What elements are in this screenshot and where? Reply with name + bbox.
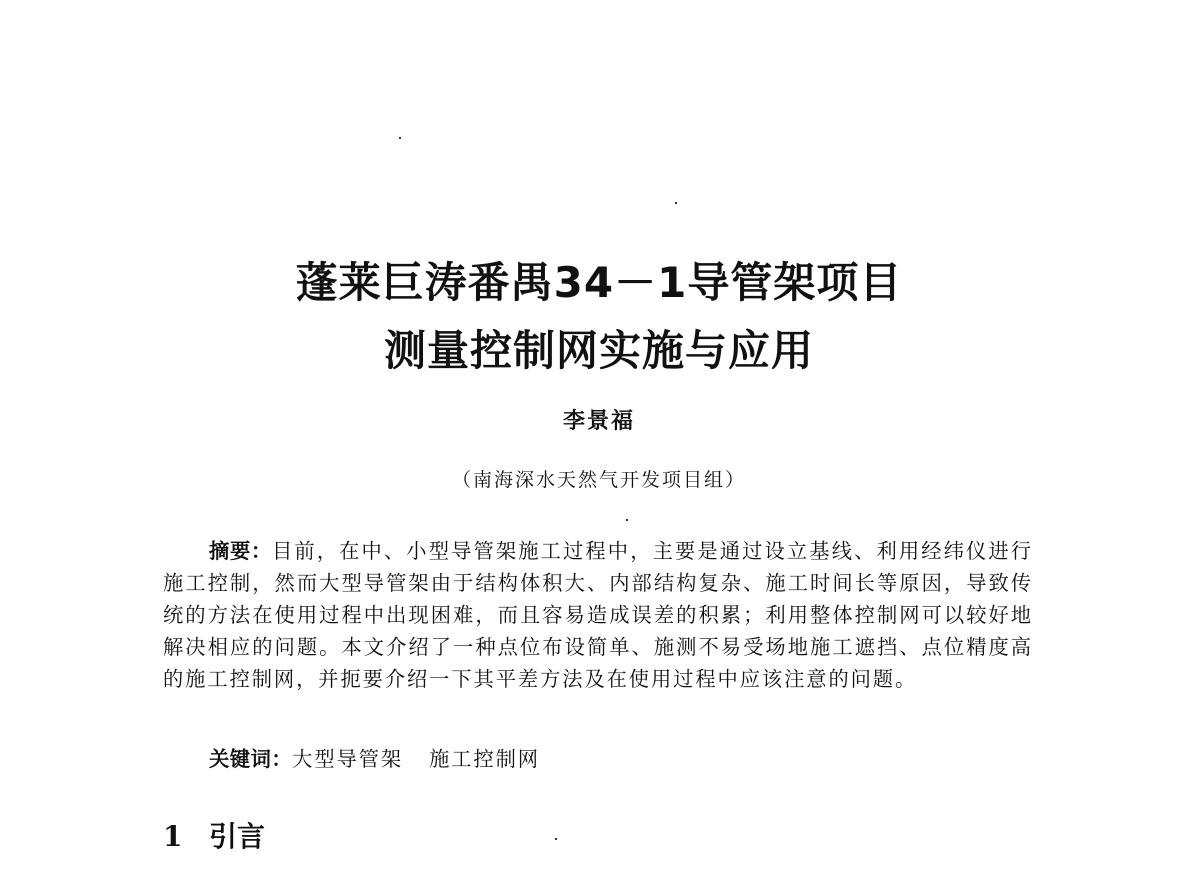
section-title: 引言	[209, 820, 266, 853]
section-number: 1	[163, 820, 183, 853]
scan-speck	[555, 838, 557, 840]
keywords-label: 关键词：	[209, 747, 293, 771]
scan-speck	[675, 202, 677, 204]
keywords-line	[209, 743, 540, 772]
author-affiliation: （南海深水天然气开发项目组）	[451, 469, 746, 491]
abstract-text: 目前，在中、小型导管架施工过程中，主要是通过设立基线、利用经纬仪进行施工控制，然而大型导管架由于结构体积大、内部结构复杂、施工时间长等原因，导致传统的方法在使用过程中出现困难，而且容易造成误差的积累；利用整体控制网可以较好地解决相应的问题。本文介绍了一种点位布设简单、施测不易受场地施工遮挡、点位精度高的施工控制网，并扼要介绍一下其平差方法及在使用过程中应该注意的问题。	[163, 539, 1033, 691]
keyword: 施工控制网	[429, 747, 540, 771]
paper-title-line-1: 蓬莱巨涛番禺34－1导管架项目	[295, 258, 903, 307]
keyword: 大型导管架	[292, 747, 404, 771]
paper-title-line-2: 测量控制网实施与应用	[383, 326, 814, 375]
abstract-paragraph	[163, 535, 1033, 695]
abstract-label: 摘要：	[209, 539, 272, 563]
section-heading	[163, 815, 265, 855]
scan-speck	[626, 519, 628, 521]
scan-speck	[399, 137, 401, 139]
author-name: 李景福	[562, 408, 635, 434]
